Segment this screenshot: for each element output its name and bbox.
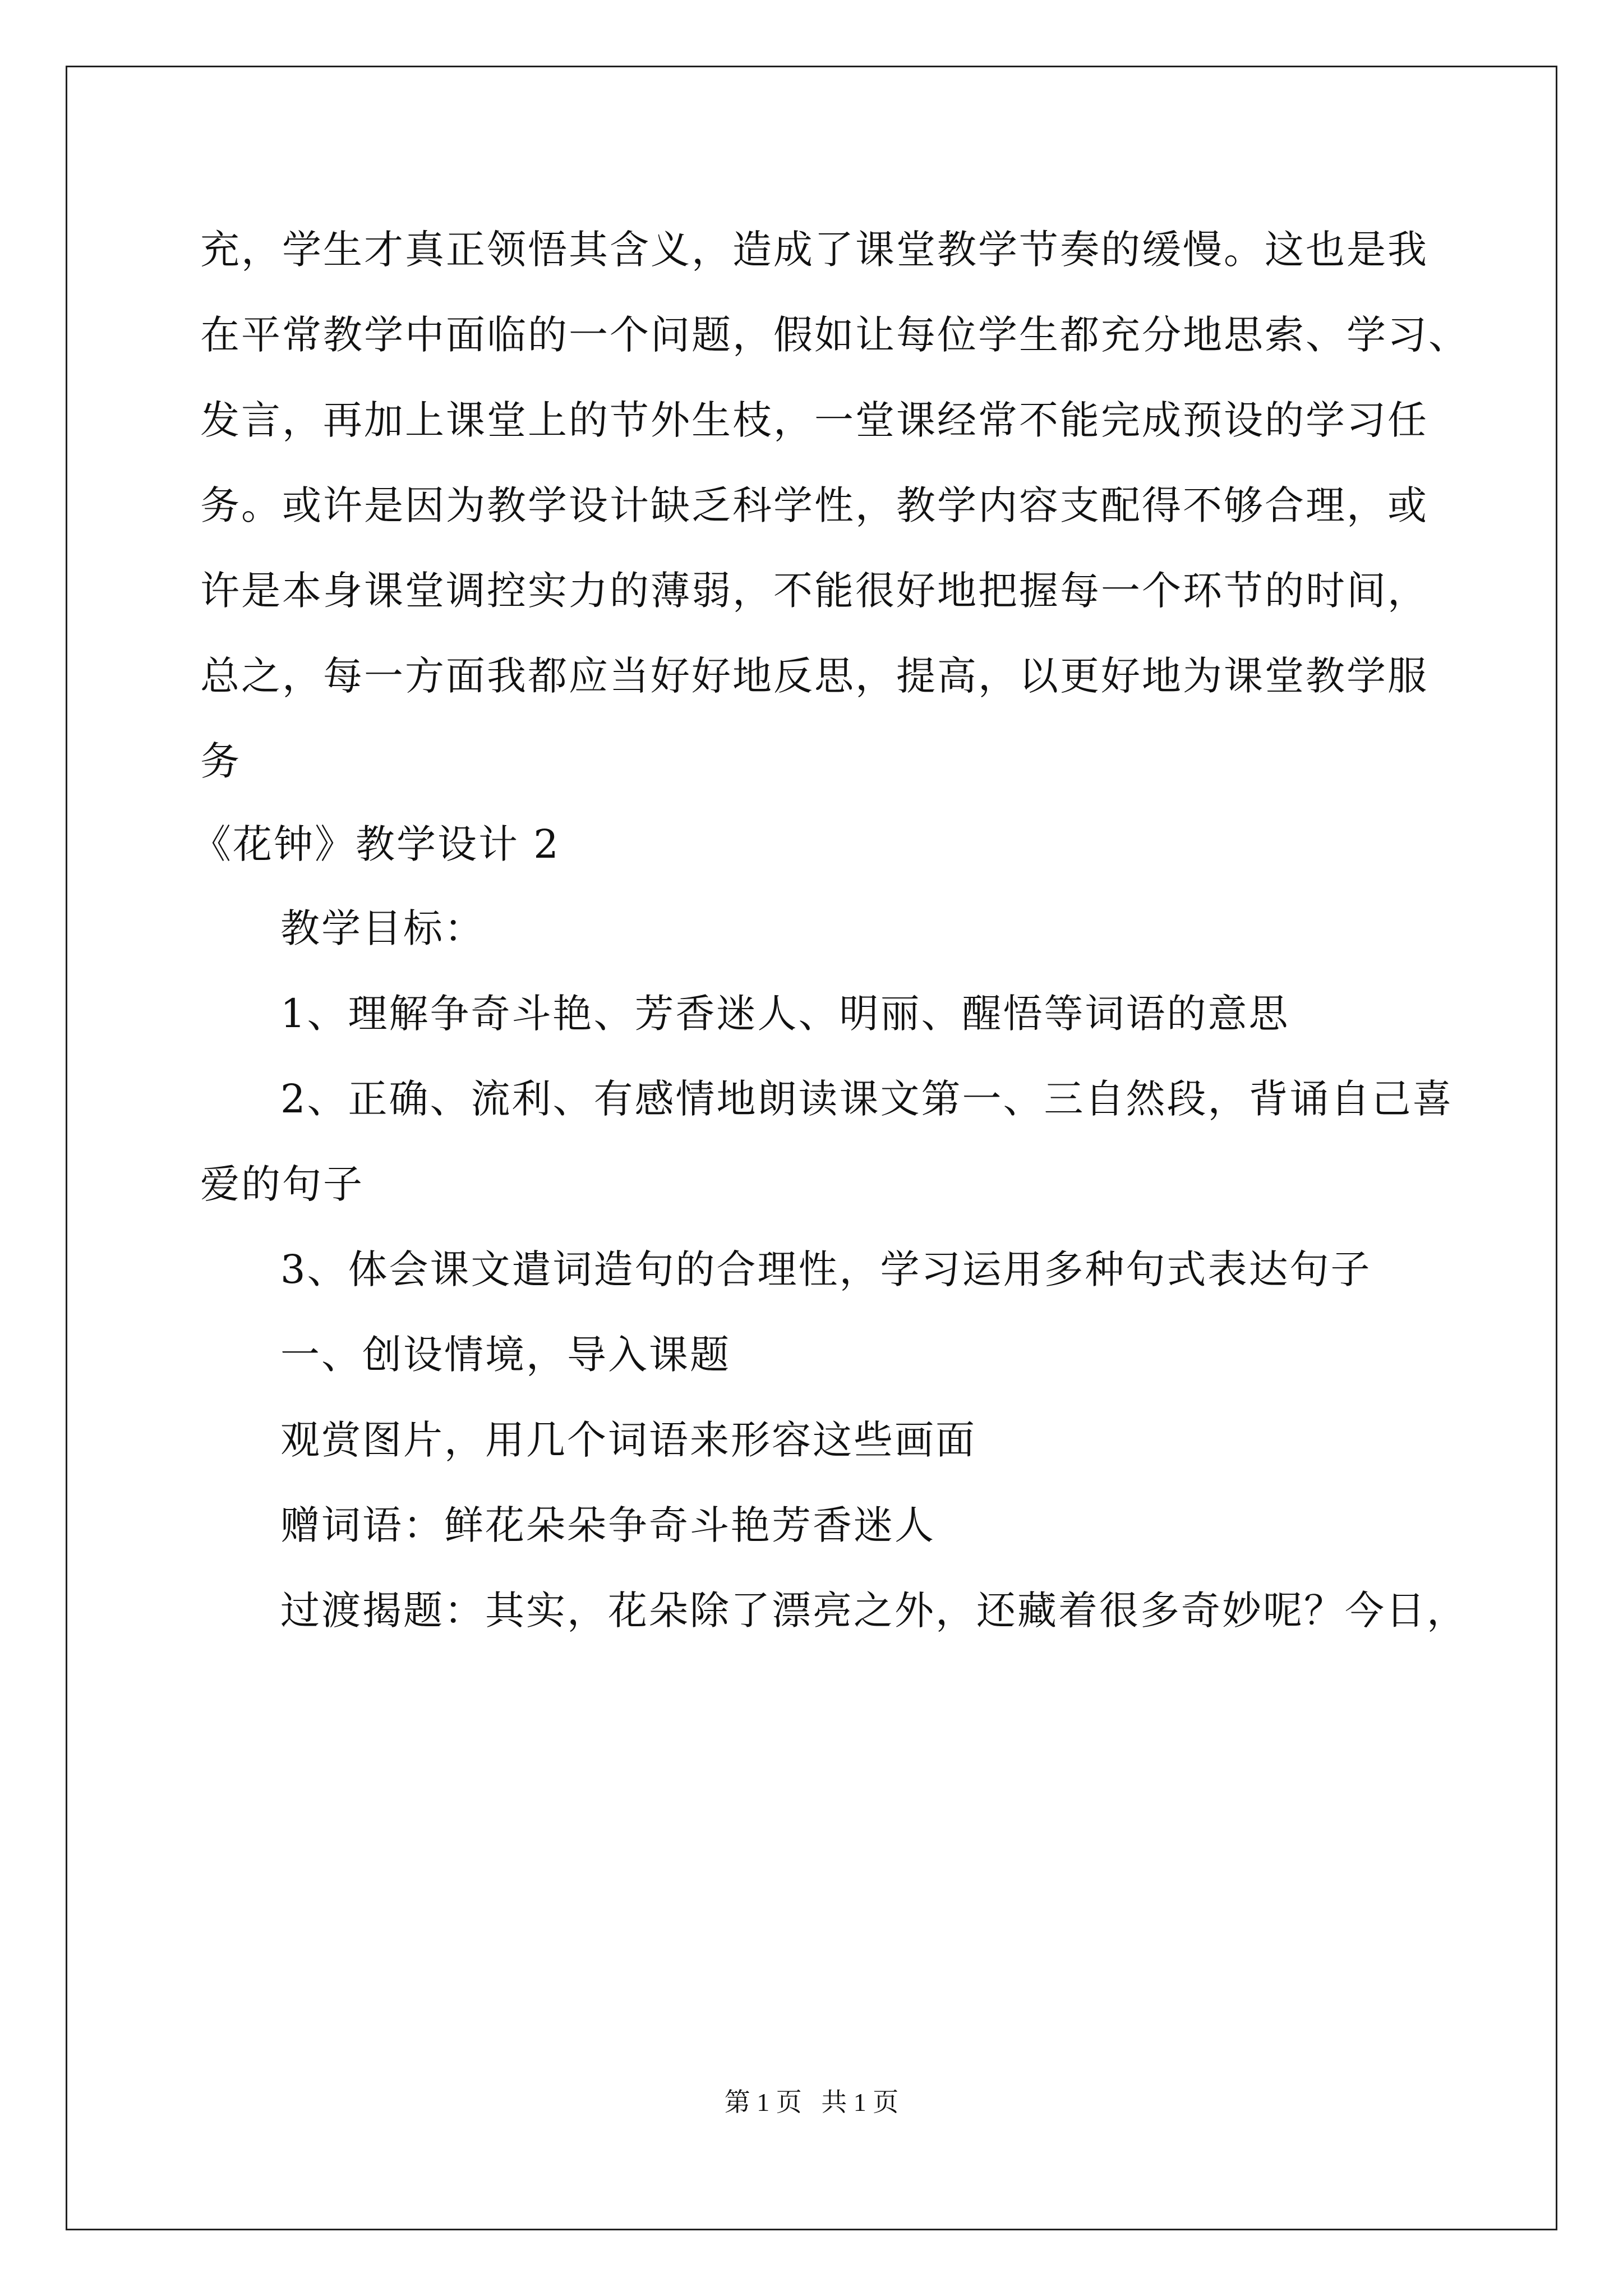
body-text-line: 总之，每一方面我都应当好好地反思，提高，以更好地为课堂教学服 xyxy=(200,653,1428,699)
step-paragraph: 观赏图片，用几个词语来形容这些画面 xyxy=(280,1417,976,1463)
body-text-line: 务 xyxy=(200,738,241,784)
body-text-line: 务。或许是因为教学设计缺乏科学性，教学内容支配得不够合理，或 xyxy=(200,482,1428,528)
objective-item: 1、理解争奇斗艳、芳香迷人、明丽、醒悟等词语的意思 xyxy=(280,991,1290,1037)
section-title: 《花钟》教学设计 2 xyxy=(192,821,560,867)
body-text-line: 许是本身课堂调控实力的薄弱，不能很好地把握每一个环节的时间， xyxy=(200,568,1428,614)
objectives-heading: 教学目标： xyxy=(280,905,485,951)
objective-item: 2、正确、流利、有感情地朗读课文第一、三自然段，背诵自己喜 xyxy=(280,1076,1454,1122)
page-border xyxy=(66,66,1557,2230)
body-text-line: 充，学生才真正领悟其含义，造成了课堂教学节奏的缓慢。这也是我 xyxy=(200,227,1428,273)
step-heading: 一、创设情境，导入课题 xyxy=(280,1332,731,1378)
step-paragraph: 过渡揭题：其实，花朵除了漂亮之外，还藏着很多奇妙呢？今日， xyxy=(280,1588,1468,1634)
objective-item-continuation: 爱的句子 xyxy=(200,1161,364,1207)
body-text-line: 在平常教学中面临的一个问题，假如让每位学生都充分地思索、学习、 xyxy=(200,312,1469,358)
page-footer: 第 1 页 共 1 页 xyxy=(724,2088,899,2116)
step-paragraph: 赠词语：鲜花朵朵争奇斗艳芳香迷人 xyxy=(280,1502,935,1548)
body-text-line: 发言，再加上课堂上的节外生枝，一堂课经常不能完成预设的学习任 xyxy=(200,397,1428,443)
objective-item: 3、体会课文遣词造句的合理性，学习运用多种句式表达句子 xyxy=(280,1246,1372,1292)
